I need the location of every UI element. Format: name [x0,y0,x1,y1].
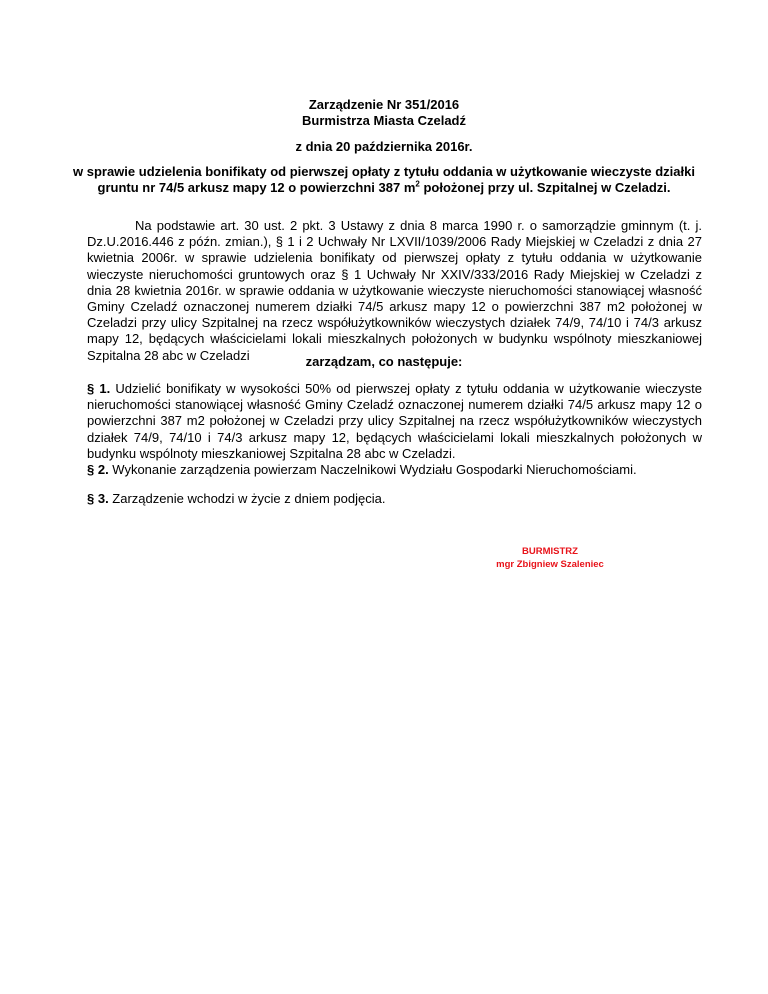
paragraph-1 [87,381,702,462]
document-title [0,97,768,129]
paragraph-3 [87,491,702,507]
decree-heading: zarządzam, co następuje: [305,354,463,369]
document-date: z dnia 20 października 2016r. [295,139,473,154]
title-line-2: Burmistrza Miasta Czeladź [302,113,466,128]
signature-block [470,545,630,571]
signature-role: BURMISTRZ [522,546,578,557]
paragraph-2-label: § 2. [87,462,109,477]
signature-name: mgr Zbigniew Szaleniec [496,559,604,570]
subject-part-1: w sprawie udzielenia bonifikaty od pierwszej opłaty z tytułu oddania w użytkowanie wieczyste działki gruntu nr 74/5 arkusz mapy 12 o powierzchni 387 m [73,164,695,195]
subject-superscript: 2 [415,179,420,189]
document-subject [60,164,708,196]
title-line-1: Zarządzenie Nr 351/2016 [308,97,460,112]
paragraph-3-text: Zarządzenie wchodzi w życie z dniem podjęcia. [108,491,386,506]
paragraph-1-label: § 1. [87,381,111,396]
paragraph-2-text: Wykonanie zarządzenia powierzam Naczelnikowi Wydziału Gospodarki Nieruchomościami. [108,462,637,477]
paragraph-3-label: § 3. [87,491,109,506]
paragraph-2 [87,462,702,478]
paragraph-1-text: Udzielić bonifikaty w wysokości 50% od pierwszej opłaty z tytułu oddania w użytkowanie wieczyste nieruchomości stanowiącej własność Gminy Czeladź oznaczonej numerem działki 74/5 arkusz mapy 12 o powierzchni 387 m2 położonej w Czeladzi przy ulicy Szpitalnej na rzecz współużytkowników wieczystych działek 74/9, 74/10 i 74/3 arkusz mapy 12, będących właścicielami lokali mieszkalnych położonych w budynku wspólnoty mieszkaniowej Szpitalna 28 abc w Czeladzi. [87,381,702,461]
legal-basis-paragraph: Na podstawie art. 30 ust. 2 pkt. 3 Ustawy z dnia 8 marca 1990 r. o samorządzie gminnym (t. j. Dz.U.2016.446 z późn. zmian.), § 1 i 2 Uchwały Nr LXVII/1039/2006 Rady Miejskiej w Czeladzi z dnia 27 kwietnia 2006r. w sprawie udzielenia bonifikaty od pierwszej opłaty z tytułu oddania w użytkowanie wieczyste nieruchomości gruntowych oraz § 1 Uchwały Nr XXIV/333/2016 Rady Miejskiej w Czeladzi z dnia 28 kwietnia 2016r. w sprawie oddania w użytkowanie wieczyste nieruchomości stanowiącej własność Gminy Czeladź oznaczonej numerem działki 74/5 arkusz mapy 12 o powierzchni 387 m2 położonej w Czeladzi przy ulicy Szpitalnej na rzecz współużytkowników wieczystych działek 74/9, 74/10 i 74/3 arkusz mapy 12, będących właścicielami lokali mieszkalnych położonych w budynku wspólnoty mieszkaniowej Szpitalna 28 abc w Czeladzi [87,218,702,363]
subject-part-2: położonej przy ul. Szpitalnej w Czeladzi. [419,180,671,195]
